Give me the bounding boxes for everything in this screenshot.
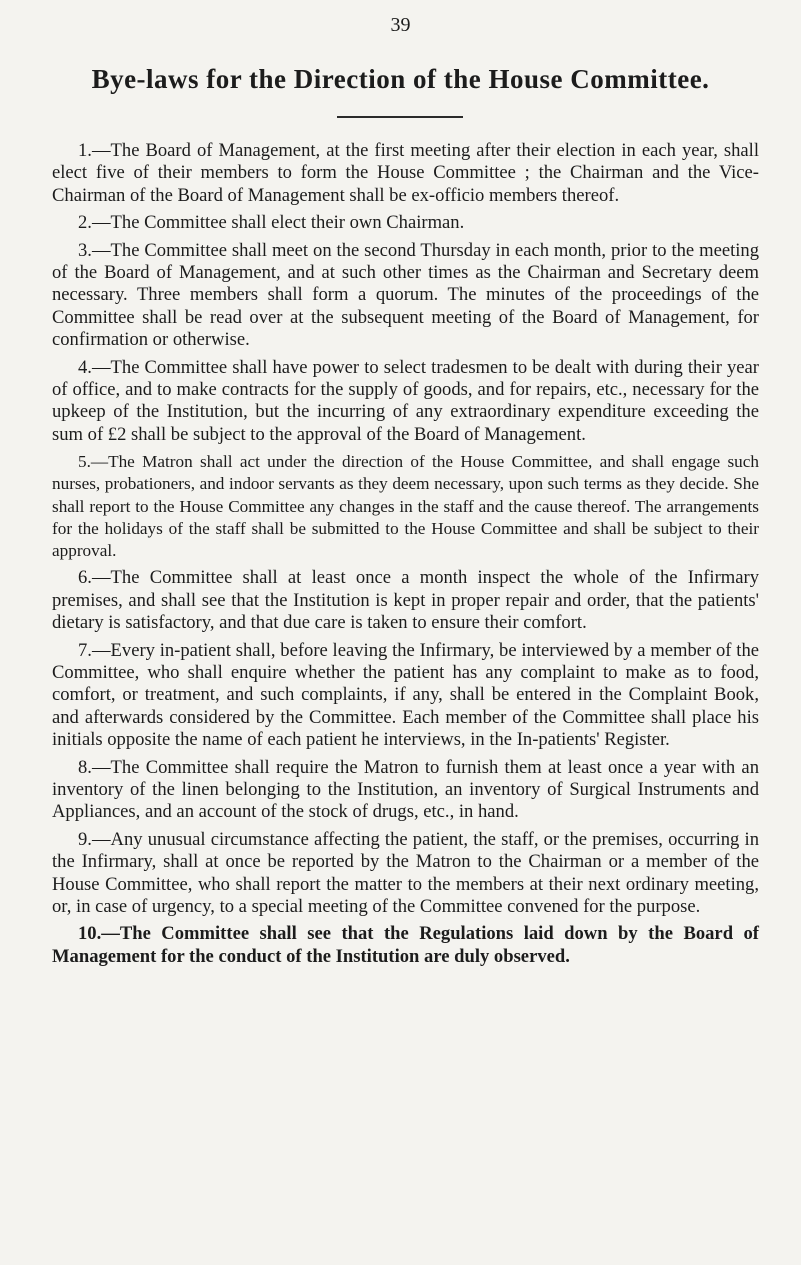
clause-6: 6.—The Committee shall at least once a month inspect the whole of the Infirmary premises, and shall see that the Institution is kept in proper repair and order, that the patients' dietary is satisfactory, and that due care is taken to ensure their comfort. xyxy=(52,567,759,634)
title-underline xyxy=(337,116,463,118)
clause-1: 1.—The Board of Management, at the first meeting after their election in each year, shall elect five of their members to form the House Committee ; the Chairman and the Vice-Chairman of the Board of Management shall be ex-officio members thereof. xyxy=(52,140,759,206)
clause-9: 9.—Any unusual circumstance affecting the patient, the staff, or the premises, occurring in the Infirmary, shall at once be reported by the Matron to the Chairman or a member of the House Committee, who shall report the matter to the members at their next ordinary meeting, or, in case of urgency, to a special meeting of the Committee convened for the purpose. xyxy=(52,828,759,917)
page-number: 39 xyxy=(390,14,411,36)
clause-2: 2.—The Committee shall elect their own Chairman. xyxy=(78,212,465,234)
clause-3: 3.—The Committee shall meet on the second Thursday in each month, prior to the meeting of the Board of Management, and at such other times as the Chairman and Secretary deem necessary. Three members shall form a quorum. The minutes of the proceedings of the Committee shall be read over at the subsequent meeting of the Board of Management, for confirmation or otherwise. xyxy=(52,239,759,351)
bylaws-body xyxy=(52,140,759,973)
clause-8: 8.—The Committee shall require the Matron to furnish them at least once a year with an inventory of the linen belonging to the Institution, an inventory of Surgical Instruments and Appliances, and an account of the stock of drugs, etc., in hand. xyxy=(52,756,759,823)
clause-10: 10.—The Committee shall see that the Regulations laid down by the Board of Management for the conduct of the Institution are duly observed. xyxy=(52,923,759,967)
clause-5: 5.—The Matron shall act under the direction of the House Committee, and shall engage such nurses, probationers, and indoor servants as they deem necessary, upon such terms as they decide. She shall report to the House Committee any changes in the staff and the cause thereof. The arrangements for the holidays of the staff shall be submitted to the House Committee and shall be subject to their approval. xyxy=(52,452,759,561)
clause-4: 4.—The Committee shall have power to select tradesmen to be dealt with during their year of office, and to make contracts for the supply of goods, and for repairs, etc., necessary for the upkeep of the Institution, but the incurring of any extraordinary expenditure exceeding the sum of £2 shall be subject to the approval of the Board of Management. xyxy=(52,356,759,445)
clause-7: 7.—Every in-patient shall, before leaving the Infirmary, be interviewed by a member of the Committee, who shall enquire whether the patient has any complaint to make as to food, comfort, or treatment, and such complaints, if any, shall be entered in the Complaint Book, and afterwards considered by the Committee. Each member of the Committee shall place his initials opposite the name of each patient he interviews, in the In-patients' Register. xyxy=(52,639,759,751)
page-title: Bye-laws for the Direction of the House Committee. xyxy=(91,64,710,94)
